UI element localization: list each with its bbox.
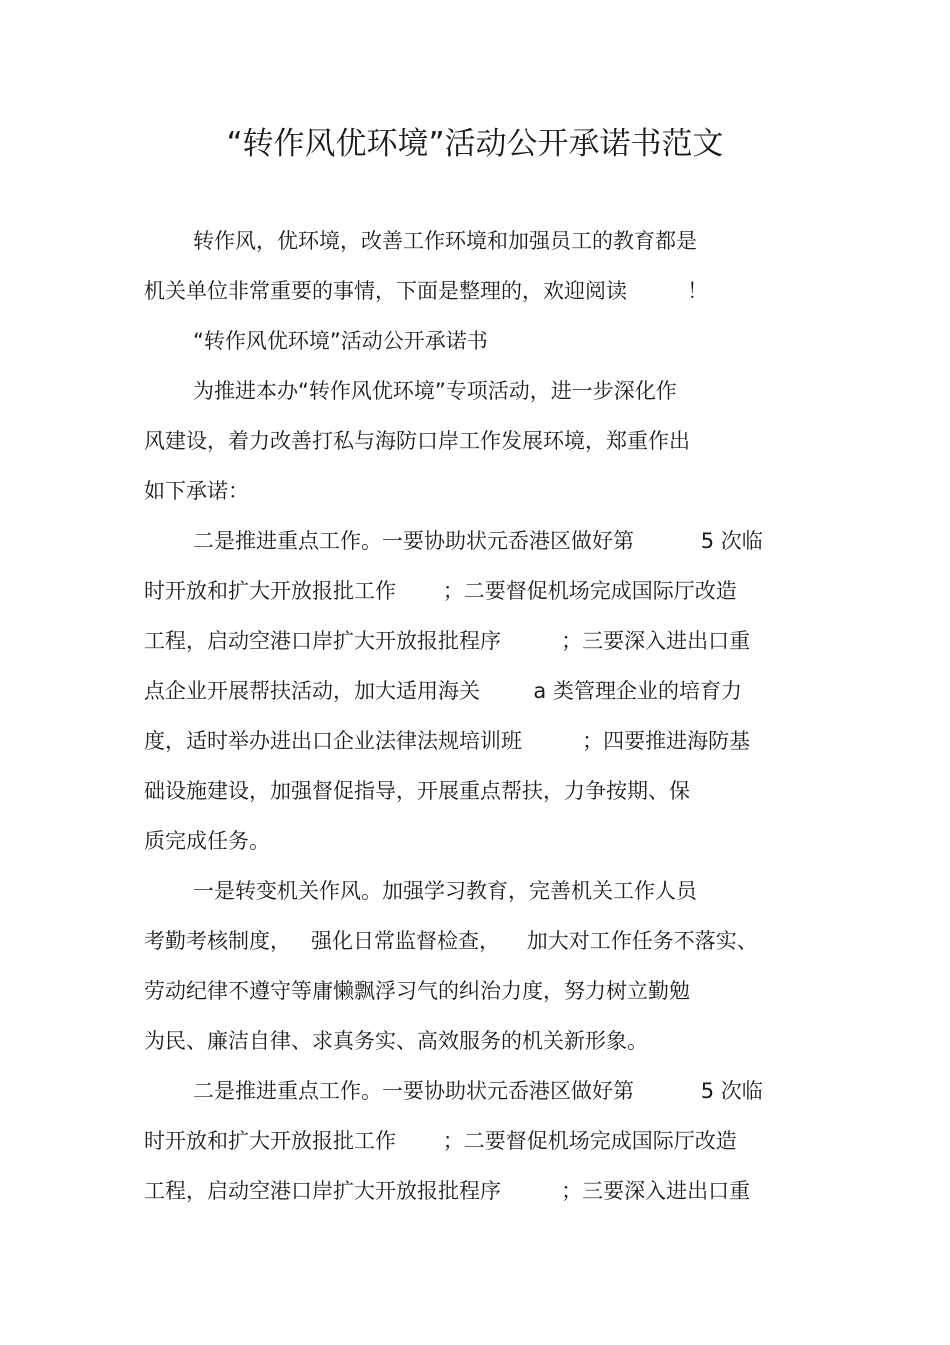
body-line: 础设施建设，加强督促指导，开展重点帮扶，力争按期、保 [144,779,690,803]
body-line: 二是推进重点工作。一要协助状元岙港区做好第 5 次临 [193,529,763,553]
body-line: 工程，启动空港口岸扩大开放报批程序 ；三要深入进出口重 [144,629,751,653]
body-line: 点企业开展帮扶活动，加大适用海关 a 类管理企业的培育力 [144,679,742,703]
body-line: 时开放和扩大开放报批工作 ；二要督促机场完成国际厅改造 [144,579,737,603]
body-line: 机关单位非常重要的事情，下面是整理的，欢迎阅读 ！ [144,279,709,303]
body-line: 为民、廉洁自律、求真务实、高效服务的机关新形象。 [144,1029,648,1053]
body-line: 如下承诺： [144,479,249,503]
body-line: 考勤考核制度， 强化日常监督检查， 加大对工作任务不落实、 [144,929,758,953]
body-line: 二是推进重点工作。一要协助状元岙港区做好第 5 次临 [193,1079,763,1103]
document-title: “转作风优环境”活动公开承诺书范文 [226,126,724,162]
body-line: 质完成任务。 [144,829,270,853]
body-line: 工程，启动空港口岸扩大开放报批程序 ；三要深入进出口重 [144,1179,751,1203]
body-line: 转作风，优环境，改善工作环境和加强员工的教育都是 [193,229,697,253]
body-line: 劳动纪律不遵守等庸懒飘浮习气的纠治力度，努力树立勤勉 [144,979,690,1003]
body-line: 一是转变机关作风。加强学习教育，完善机关工作人员 [193,879,697,903]
body-line: “转作风优环境”活动公开承诺书 [193,329,488,353]
body-line: 为推进本办“转作风优环境”专项活动，进一步深化作 [193,379,677,403]
body-line: 度，适时举办进出口企业法律法规培训班 ；四要推进海防基 [144,729,751,753]
body-line: 时开放和扩大开放报批工作 ；二要督促机场完成国际厅改造 [144,1129,737,1153]
body-line: 风建设，着力改善打私与海防口岸工作发展环境，郑重作出 [144,429,690,453]
